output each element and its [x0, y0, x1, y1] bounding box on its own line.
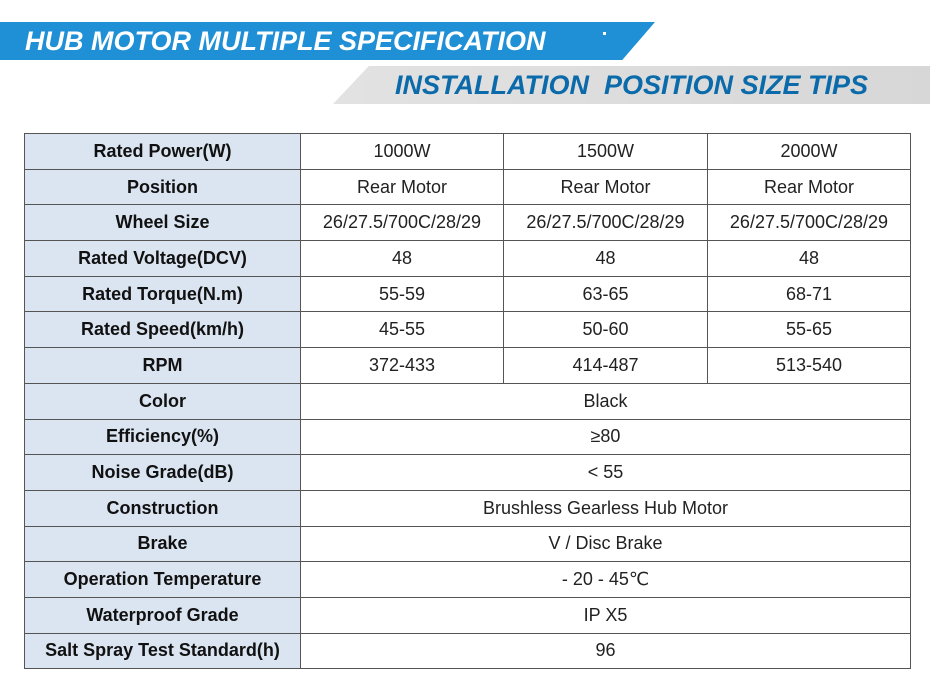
spec-label: Color: [25, 383, 301, 419]
table-row: [25, 597, 911, 633]
table-row: [25, 562, 911, 598]
spec-value: 55-59: [301, 276, 504, 312]
table-row: [25, 205, 911, 241]
spec-value: 2000W: [708, 134, 911, 170]
table-row: [25, 134, 911, 170]
spec-label: Rated Voltage(DCV): [25, 241, 301, 277]
spec-value: 26/27.5/700C/28/29: [504, 205, 708, 241]
spec-value-merged: 96: [301, 633, 911, 669]
spec-label: RPM: [25, 348, 301, 384]
table-row: [25, 455, 911, 491]
spec-value: 414-487: [504, 348, 708, 384]
spec-value-merged: Black: [301, 383, 911, 419]
spec-label: Rated Speed(km/h): [25, 312, 301, 348]
spec-value-merged: Brushless Gearless Hub Motor: [301, 490, 911, 526]
spec-value-merged: < 55: [301, 455, 911, 491]
spec-table: [24, 133, 911, 669]
spec-value-merged: IP X5: [301, 597, 911, 633]
table-row: [25, 312, 911, 348]
spec-label: Brake: [25, 526, 301, 562]
table-row: [25, 276, 911, 312]
spec-value-merged: V / Disc Brake: [301, 526, 911, 562]
table-row: [25, 348, 911, 384]
spec-value: 68-71: [708, 276, 911, 312]
table-row: [25, 490, 911, 526]
spec-value: 513-540: [708, 348, 911, 384]
spec-value: 45-55: [301, 312, 504, 348]
spec-value: 1000W: [301, 134, 504, 170]
spec-label: Construction: [25, 490, 301, 526]
spec-label: Noise Grade(dB): [25, 455, 301, 491]
spec-label: Rated Torque(N.m): [25, 276, 301, 312]
spec-label: Salt Spray Test Standard(h): [25, 633, 301, 669]
banner-tick-mark: [603, 32, 606, 35]
spec-value: 48: [708, 241, 911, 277]
spec-value: 372-433: [301, 348, 504, 384]
spec-value: 50-60: [504, 312, 708, 348]
table-row: [25, 526, 911, 562]
spec-label: Wheel Size: [25, 205, 301, 241]
spec-value: 1500W: [504, 134, 708, 170]
spec-value: 48: [301, 241, 504, 277]
table-row: [25, 419, 911, 455]
spec-label: Operation Temperature: [25, 562, 301, 598]
spec-value: Rear Motor: [504, 169, 708, 205]
table-row: [25, 383, 911, 419]
spec-value: Rear Motor: [301, 169, 504, 205]
spec-value: 63-65: [504, 276, 708, 312]
spec-value: 26/27.5/700C/28/29: [301, 205, 504, 241]
spec-value: 55-65: [708, 312, 911, 348]
spec-value: Rear Motor: [708, 169, 911, 205]
spec-label: Rated Power(W): [25, 134, 301, 170]
table-row: [25, 241, 911, 277]
table-row: [25, 169, 911, 205]
spec-value-merged: - 20 - 45℃: [301, 562, 911, 598]
spec-label: Efficiency(%): [25, 419, 301, 455]
page-title: HUB MOTOR MULTIPLE SPECIFICATION: [25, 26, 546, 56]
spec-value: 48: [504, 241, 708, 277]
spec-value: 26/27.5/700C/28/29: [708, 205, 911, 241]
spec-label: Waterproof Grade: [25, 597, 301, 633]
table-row: [25, 633, 911, 669]
spec-value-merged: ≥80: [301, 419, 911, 455]
page-subtitle: INSTALLATION POSITION SIZE TIPS: [395, 70, 869, 100]
spec-label: Position: [25, 169, 301, 205]
